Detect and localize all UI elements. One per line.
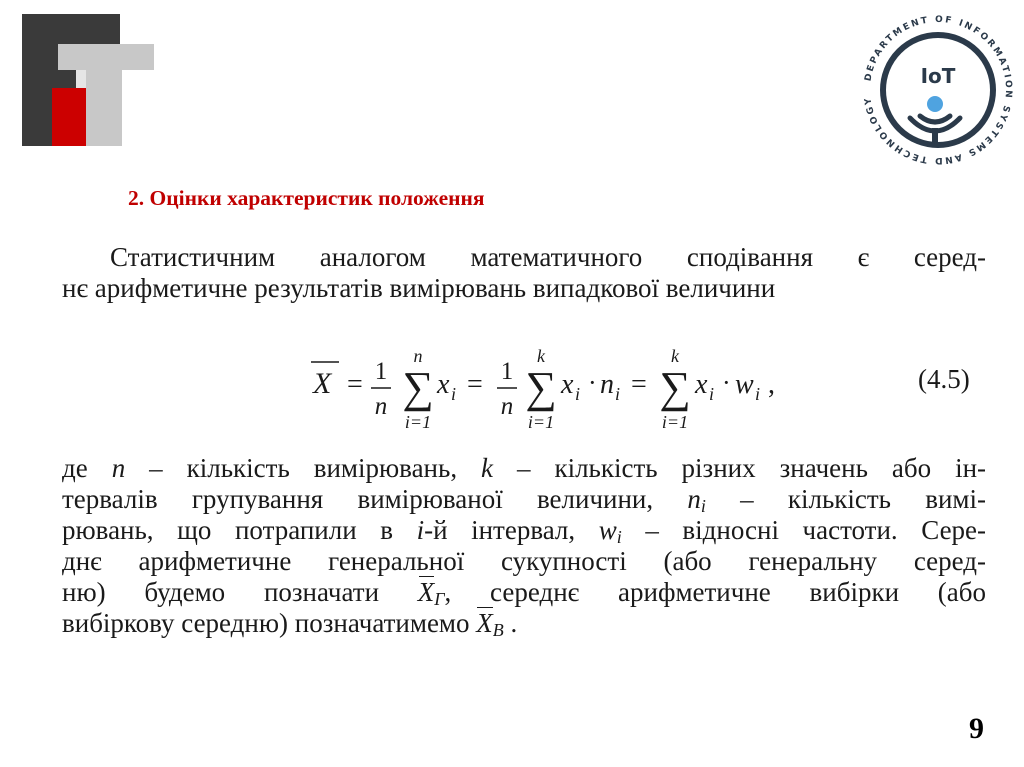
svg-text:·: · <box>722 368 731 397</box>
svg-text:n: n <box>374 393 388 420</box>
svg-text:i: i <box>615 384 621 404</box>
svg-text:k: k <box>671 346 679 366</box>
svg-text:·: · <box>588 368 597 397</box>
svg-text:w: w <box>735 369 754 400</box>
svg-text:=: = <box>347 369 363 400</box>
svg-text:,: , <box>768 369 775 400</box>
logo-center-text: IoT <box>920 64 956 88</box>
svg-text:=: = <box>467 369 483 400</box>
formula-lhs: X <box>313 367 332 400</box>
body-line-4: днє арифметичне генеральної сукупності (або генеральну серед- <box>62 546 986 576</box>
intro-paragraph <box>62 242 986 304</box>
svg-text:i=1: i=1 <box>527 412 555 432</box>
svg-text:1: 1 <box>374 358 388 385</box>
intro-line-2: нє арифметичне результатів вимірювань випадкової величини <box>62 273 776 303</box>
svg-text:k: k <box>537 346 545 366</box>
body-paragraph <box>62 453 986 639</box>
page-number: 9 <box>969 712 984 745</box>
department-logo <box>22 14 154 146</box>
svg-text:n: n <box>413 346 423 366</box>
svg-text:i: i <box>451 384 457 404</box>
formula-4-5 <box>305 338 995 438</box>
svg-text:x: x <box>695 369 708 400</box>
svg-text:i: i <box>755 384 761 404</box>
svg-text:∑: ∑ <box>659 363 691 412</box>
iot-logo <box>852 4 1024 176</box>
body-line-3: рювань, що потрапили в i-й інтервал, $w_i$ – відносні частоти. Сере- <box>62 515 987 547</box>
svg-text:1: 1 <box>500 358 514 385</box>
svg-text:∑: ∑ <box>402 363 434 412</box>
logo-ring-text: DEPARTMENT OF INFORMATION SYSTEMS AND TECHNOLOGY <box>863 14 1014 166</box>
svg-text:n: n <box>500 393 514 420</box>
svg-text:x: x <box>437 369 450 400</box>
svg-text:i=1: i=1 <box>404 412 432 432</box>
svg-text:i: i <box>575 384 581 404</box>
svg-text:n: n <box>600 369 614 400</box>
body-line-5: ню) будемо позначати $X_Г$, середнє арифметичне вибірки (або <box>62 577 986 609</box>
body-line-2: тервалів групування вимірюваної величини, $n_i$ – кількість вимі- <box>62 484 986 516</box>
svg-text:i: i <box>709 384 715 404</box>
equation-number: (4.5) <box>918 364 970 394</box>
svg-text:x: x <box>561 369 574 400</box>
body-line-6: вибіркову середню) позначатимемо $X_B$ . <box>62 608 518 640</box>
section-heading: 2. Оцінки характеристик положення <box>128 186 485 210</box>
svg-text:=: = <box>631 369 647 400</box>
body-line-1: де n – кількість вимірювань, k – кількість різних значень або ін- <box>62 453 987 483</box>
intro-line-1: Статистичним аналогом математичного сподівання є серед- <box>110 242 986 272</box>
svg-text:i=1: i=1 <box>661 412 689 432</box>
svg-text:∑: ∑ <box>525 363 557 412</box>
